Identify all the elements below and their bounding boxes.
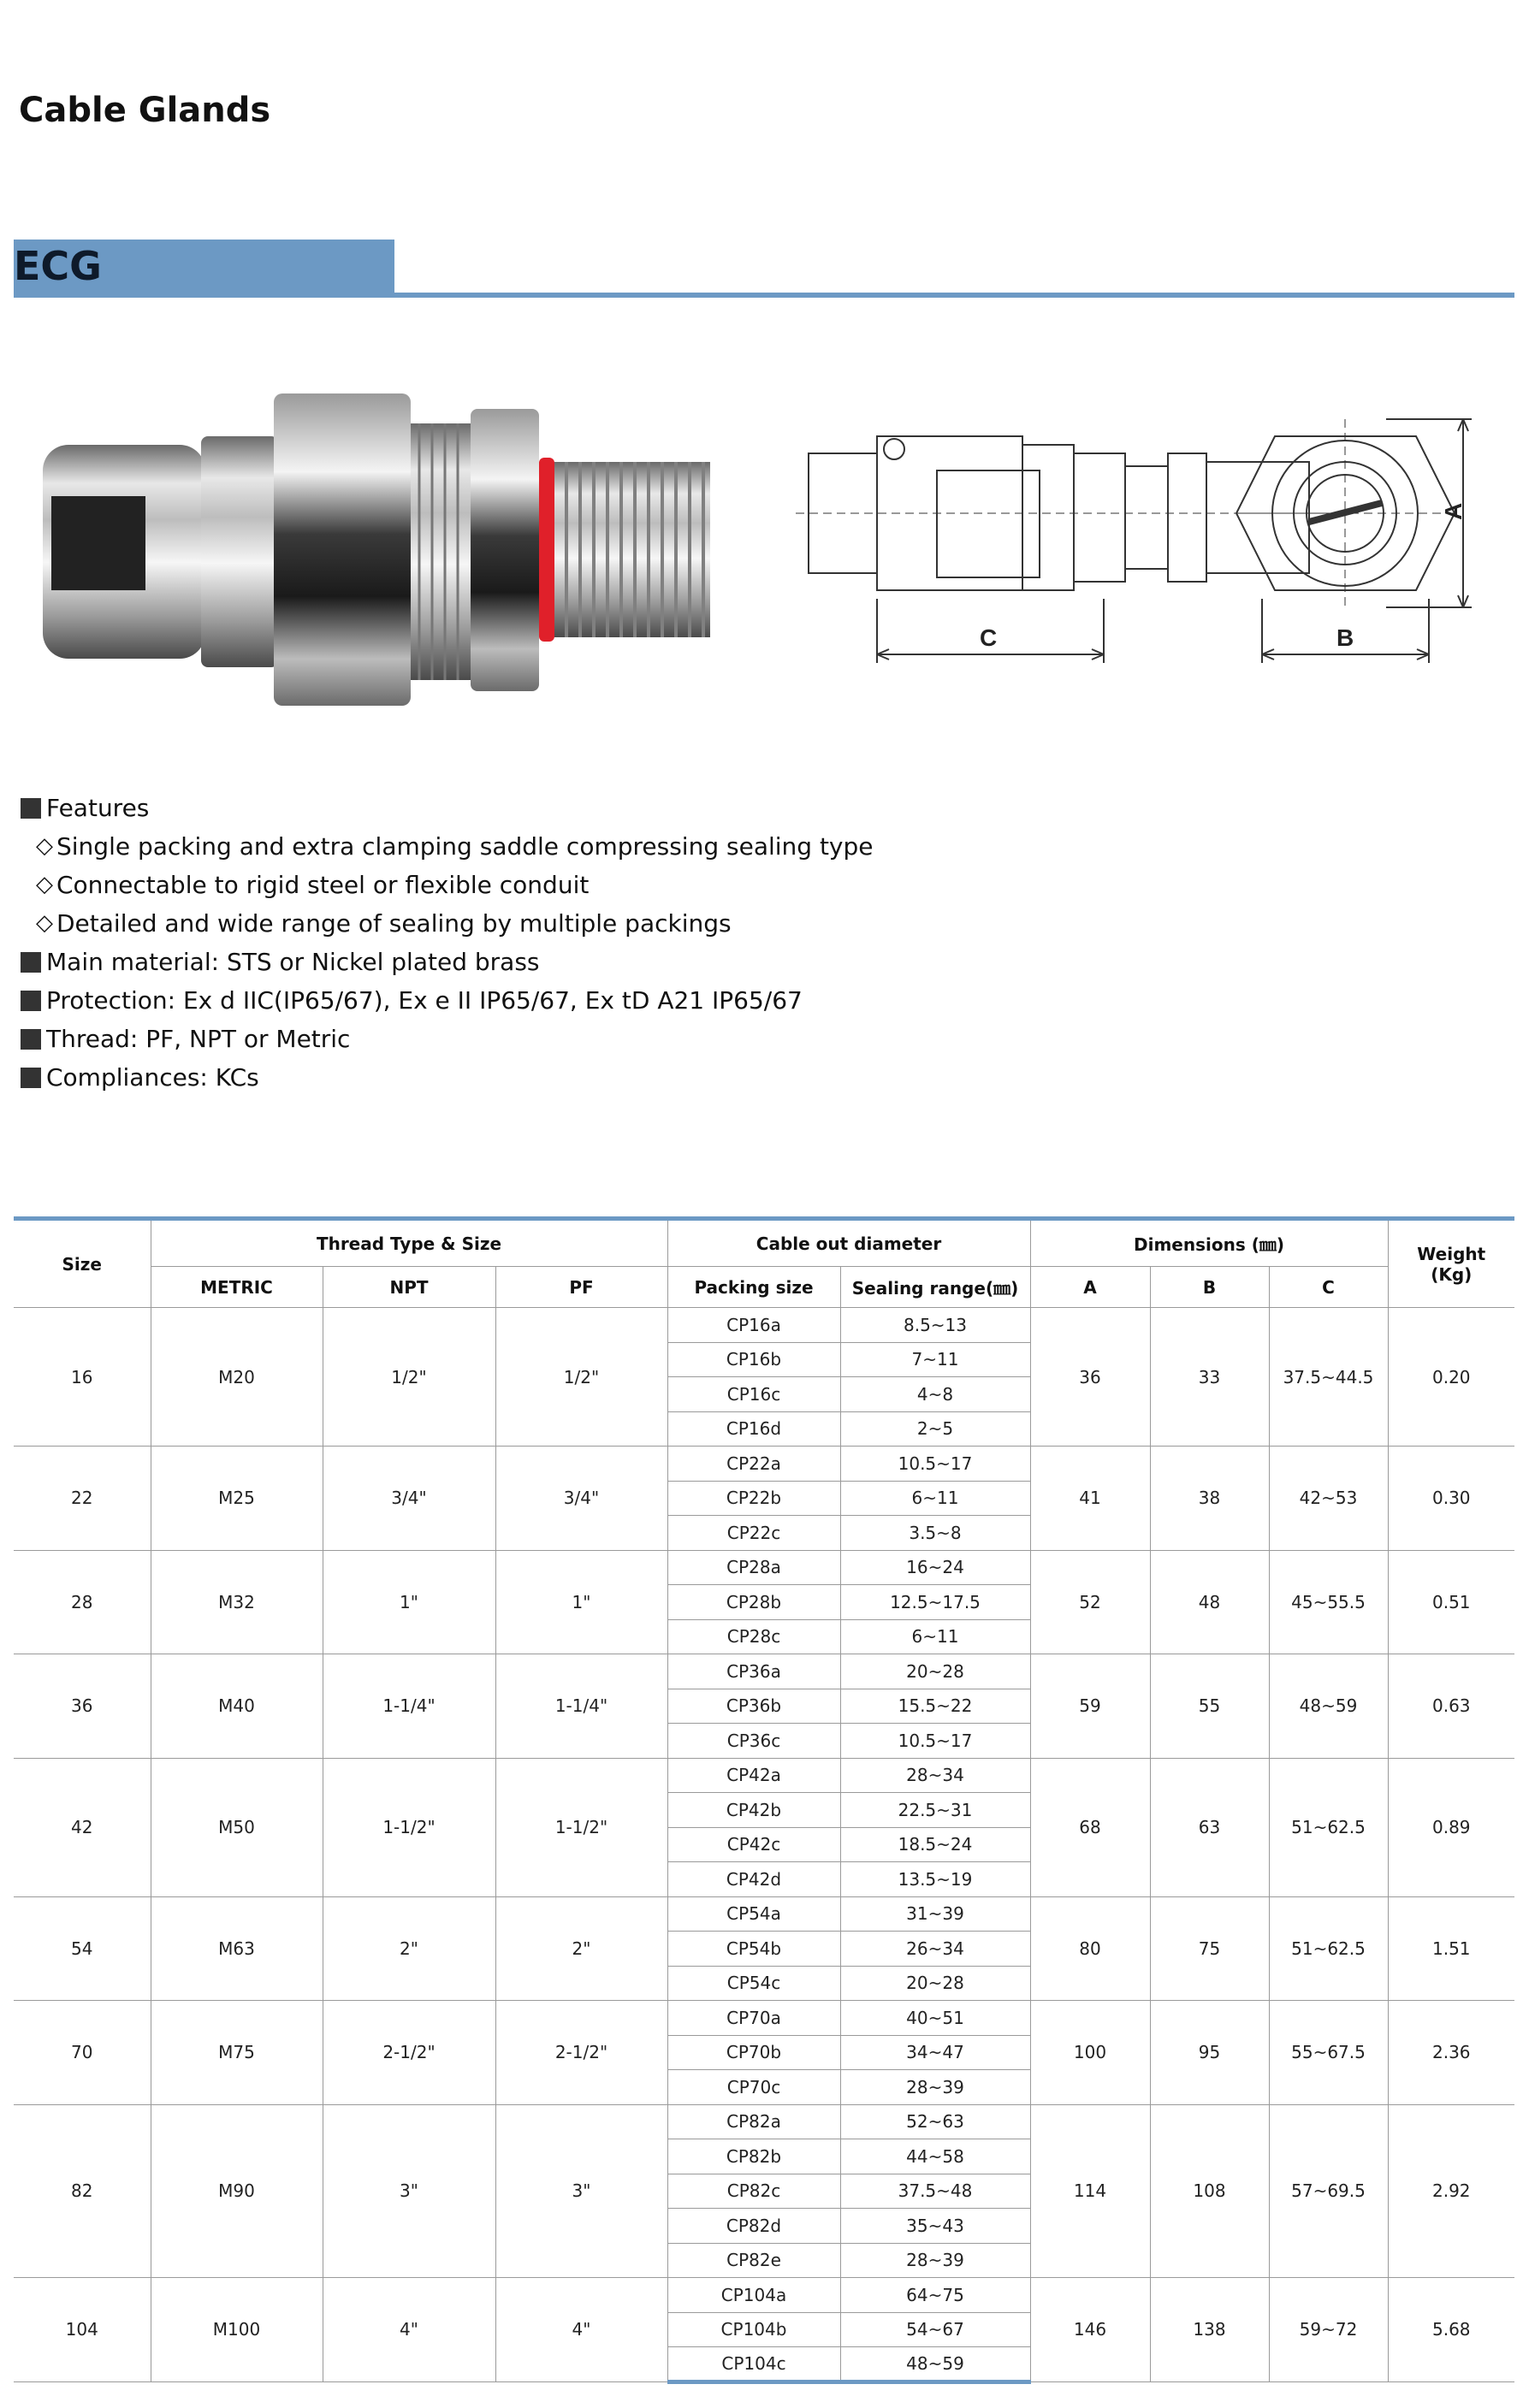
table-row: [14, 1896, 1514, 1932]
packing-cell: CP16c: [667, 1377, 840, 1412]
header-weight: Weight (Kg): [1388, 1219, 1514, 1308]
packing-cell: CP28a: [667, 1550, 840, 1585]
weight-cell: 2.36: [1388, 2001, 1514, 2105]
dim-c-cell: 42~53: [1269, 1447, 1388, 1551]
npt-cell: 3/4": [323, 1447, 495, 1551]
sealing-cell: 16~24: [840, 1550, 1030, 1585]
packing-cell: CP104b: [667, 2312, 840, 2347]
feature-item: [21, 1020, 874, 1058]
table-row: [14, 2001, 1514, 2036]
packing-cell: CP16a: [667, 1308, 840, 1343]
dim-b-cell: 108: [1150, 2104, 1269, 2278]
size-cell: 70: [14, 2001, 151, 2105]
square-bullet-icon: [21, 991, 41, 1011]
feature-text: Detailed and wide range of sealing by multiple packings: [56, 909, 732, 938]
packing-cell: CP70b: [667, 2035, 840, 2070]
dim-b-cell: 38: [1150, 1447, 1269, 1551]
header-pf: PF: [495, 1267, 667, 1308]
pf-cell: 1-1/4": [495, 1654, 667, 1759]
square-bullet-icon: [21, 952, 41, 973]
table-row: [14, 1550, 1514, 1585]
sealing-cell: 31~39: [840, 1896, 1030, 1932]
dim-b-cell: 55: [1150, 1654, 1269, 1759]
packing-cell: CP28c: [667, 1619, 840, 1654]
size-cell: 22: [14, 1447, 151, 1551]
pf-cell: 1": [495, 1550, 667, 1654]
table-row: [14, 2104, 1514, 2139]
sealing-cell: 20~28: [840, 1966, 1030, 2001]
metric-cell: M75: [151, 2001, 323, 2105]
dim-c-cell: 55~67.5: [1269, 2001, 1388, 2105]
sealing-cell: 18.5~24: [840, 1827, 1030, 1862]
metric-cell: M25: [151, 1447, 323, 1551]
metric-cell: M32: [151, 1550, 323, 1654]
header-c: C: [1269, 1267, 1388, 1308]
pf-cell: 3": [495, 2104, 667, 2278]
packing-cell: CP70a: [667, 2001, 840, 2036]
packing-cell: CP16b: [667, 1342, 840, 1377]
packing-cell: CP22a: [667, 1447, 840, 1482]
header-cable: Cable out diameter: [667, 1219, 1030, 1267]
metric-cell: M90: [151, 2104, 323, 2278]
sealing-cell: 26~34: [840, 1932, 1030, 1967]
dim-a-cell: 146: [1030, 2278, 1150, 2382]
sealing-cell: 64~75: [840, 2278, 1030, 2313]
weight-cell: 0.89: [1388, 1758, 1514, 1896]
packing-cell: CP36c: [667, 1724, 840, 1759]
size-cell: 104: [14, 2278, 151, 2382]
pf-cell: 1/2": [495, 1308, 667, 1447]
header-thread: Thread Type & Size: [151, 1219, 667, 1267]
feature-item: [21, 866, 874, 904]
header-dimensions: Dimensions (㎜): [1030, 1219, 1388, 1267]
table-row: [14, 1654, 1514, 1689]
header-a: A: [1030, 1267, 1150, 1308]
packing-cell: CP42b: [667, 1793, 840, 1828]
section-code: ECG: [14, 243, 102, 289]
weight-cell: 0.30: [1388, 1447, 1514, 1551]
size-cell: 54: [14, 1896, 151, 2001]
feature-item: [21, 904, 874, 943]
square-bullet-icon: [21, 1068, 41, 1088]
sealing-cell: 10.5~17: [840, 1724, 1030, 1759]
npt-cell: 1-1/4": [323, 1654, 495, 1759]
table-row: [14, 1308, 1514, 1343]
packing-cell: CP54a: [667, 1896, 840, 1932]
sealing-cell: 52~63: [840, 2104, 1030, 2139]
feature-text: Thread: PF, NPT or Metric: [46, 1025, 351, 1053]
npt-cell: 1": [323, 1550, 495, 1654]
sealing-cell: 6~11: [840, 1619, 1030, 1654]
packing-cell: CP16d: [667, 1411, 840, 1447]
dim-b-cell: 48: [1150, 1550, 1269, 1654]
feature-item: [21, 827, 874, 866]
sealing-cell: 7~11: [840, 1342, 1030, 1377]
dim-b-cell: 75: [1150, 1896, 1269, 2001]
page-title: Cable Glands: [19, 91, 271, 130]
product-photo: [43, 385, 710, 719]
packing-cell: CP82b: [667, 2139, 840, 2174]
diamond-bullet-icon: ◇: [36, 872, 53, 897]
packing-cell: CP82a: [667, 2104, 840, 2139]
sealing-cell: 35~43: [840, 2209, 1030, 2244]
dim-c-cell: 51~62.5: [1269, 1896, 1388, 2001]
header-npt: NPT: [323, 1267, 495, 1308]
sealing-cell: 37.5~48: [840, 2174, 1030, 2209]
npt-cell: 1/2": [323, 1308, 495, 1447]
dim-a-cell: 36: [1030, 1308, 1150, 1447]
sealing-cell: 48~59: [840, 2347, 1030, 2382]
sealing-cell: 13.5~19: [840, 1862, 1030, 1897]
dim-a-cell: 114: [1030, 2104, 1150, 2278]
dim-c-cell: 59~72: [1269, 2278, 1388, 2382]
sealing-cell: 3.5~8: [840, 1516, 1030, 1551]
sealing-cell: 12.5~17.5: [840, 1585, 1030, 1620]
feature-item: [21, 789, 874, 827]
feature-text: Features: [46, 794, 150, 822]
dim-c-cell: 51~62.5: [1269, 1758, 1388, 1896]
header-size: Size: [14, 1219, 151, 1308]
dimension-label-c: C: [980, 624, 998, 651]
sealing-cell: 2~5: [840, 1411, 1030, 1447]
sealing-cell: 54~67: [840, 2312, 1030, 2347]
metric-cell: M100: [151, 2278, 323, 2382]
pf-cell: 2": [495, 1896, 667, 2001]
header-sealing: Sealing range(㎜): [840, 1267, 1030, 1308]
feature-item: [21, 943, 874, 981]
metric-cell: M20: [151, 1308, 323, 1447]
square-bullet-icon: [21, 1029, 41, 1050]
weight-cell: 2.92: [1388, 2104, 1514, 2278]
feature-text: Compliances: KCs: [46, 1063, 259, 1092]
weight-cell: 0.51: [1388, 1550, 1514, 1654]
dim-c-cell: 45~55.5: [1269, 1550, 1388, 1654]
packing-cell: CP22c: [667, 1516, 840, 1551]
dim-a-cell: 52: [1030, 1550, 1150, 1654]
packing-cell: CP54b: [667, 1932, 840, 1967]
packing-cell: CP42a: [667, 1758, 840, 1793]
sealing-cell: 6~11: [840, 1481, 1030, 1516]
sealing-cell: 40~51: [840, 2001, 1030, 2036]
sealing-cell: 20~28: [840, 1654, 1030, 1689]
dim-b-cell: 95: [1150, 2001, 1269, 2105]
sealing-cell: 34~47: [840, 2035, 1030, 2070]
packing-cell: CP70c: [667, 2070, 840, 2105]
packing-cell: CP36a: [667, 1654, 840, 1689]
dim-a-cell: 100: [1030, 2001, 1150, 2105]
sealing-cell: 22.5~31: [840, 1793, 1030, 1828]
packing-cell: CP36b: [667, 1689, 840, 1724]
packing-cell: CP104a: [667, 2278, 840, 2313]
size-cell: 28: [14, 1550, 151, 1654]
packing-cell: CP82d: [667, 2209, 840, 2244]
weight-cell: 0.63: [1388, 1654, 1514, 1759]
pf-cell: 2-1/2": [495, 2001, 667, 2105]
npt-cell: 2-1/2": [323, 2001, 495, 2105]
sealing-cell: 28~34: [840, 1758, 1030, 1793]
size-cell: 16: [14, 1308, 151, 1447]
diamond-bullet-icon: ◇: [36, 910, 53, 936]
packing-cell: CP82c: [667, 2174, 840, 2209]
metric-cell: M50: [151, 1758, 323, 1896]
feature-item: [21, 981, 874, 1020]
packing-cell: CP104c: [667, 2347, 840, 2382]
npt-cell: 2": [323, 1896, 495, 2001]
pf-cell: 3/4": [495, 1447, 667, 1551]
sealing-cell: 4~8: [840, 1377, 1030, 1412]
square-bullet-icon: [21, 798, 41, 819]
dim-c-cell: 57~69.5: [1269, 2104, 1388, 2278]
dim-b-cell: 63: [1150, 1758, 1269, 1896]
pf-cell: 1-1/2": [495, 1758, 667, 1896]
packing-cell: CP28b: [667, 1585, 840, 1620]
dimension-label-a: A: [1440, 502, 1467, 520]
sealing-cell: 44~58: [840, 2139, 1030, 2174]
feature-text: Main material: STS or Nickel plated brass: [46, 948, 540, 976]
npt-cell: 4": [323, 2278, 495, 2382]
table-row: [14, 1758, 1514, 1793]
spec-table: [14, 1216, 1514, 2384]
feature-text: Single packing and extra clamping saddle compressing sealing type: [56, 832, 874, 861]
pf-cell: 4": [495, 2278, 667, 2382]
size-cell: 36: [14, 1654, 151, 1759]
diamond-bullet-icon: ◇: [36, 833, 53, 859]
dim-a-cell: 41: [1030, 1447, 1150, 1551]
dim-a-cell: 59: [1030, 1654, 1150, 1759]
sealing-cell: 15.5~22: [840, 1689, 1030, 1724]
feature-text: Connectable to rigid steel or flexible conduit: [56, 871, 590, 899]
dim-a-cell: 80: [1030, 1896, 1150, 2001]
packing-cell: CP82e: [667, 2243, 840, 2278]
features-list: [21, 789, 874, 1097]
feature-item: [21, 1058, 874, 1097]
sealing-cell: 8.5~13: [840, 1308, 1030, 1343]
header-packing: Packing size: [667, 1267, 840, 1308]
packing-cell: CP54c: [667, 1966, 840, 2001]
table-row: [14, 2278, 1514, 2313]
header-metric: METRIC: [151, 1267, 323, 1308]
header-b: B: [1150, 1267, 1269, 1308]
dim-a-cell: 68: [1030, 1758, 1150, 1896]
sealing-cell: 10.5~17: [840, 1447, 1030, 1482]
section-underline: [14, 293, 1514, 298]
weight-cell: 0.20: [1388, 1308, 1514, 1447]
dim-c-cell: 37.5~44.5: [1269, 1308, 1388, 1447]
dim-b-cell: 33: [1150, 1308, 1269, 1447]
size-cell: 82: [14, 2104, 151, 2278]
weight-cell: 5.68: [1388, 2278, 1514, 2382]
packing-cell: CP42d: [667, 1862, 840, 1897]
feature-text: Protection: Ex d IIC(IP65/67), Ex e II IP65/67, Ex tD A21 IP65/67: [46, 986, 803, 1015]
table-row: [14, 1447, 1514, 1482]
dim-b-cell: 138: [1150, 2278, 1269, 2382]
sealing-cell: 28~39: [840, 2243, 1030, 2278]
packing-cell: CP42c: [667, 1827, 840, 1862]
npt-cell: 3": [323, 2104, 495, 2278]
metric-cell: M63: [151, 1896, 323, 2001]
dimension-label-b: B: [1336, 624, 1354, 651]
metric-cell: M40: [151, 1654, 323, 1759]
dim-c-cell: 48~59: [1269, 1654, 1388, 1759]
dimension-drawing: [796, 402, 1506, 684]
sealing-cell: 28~39: [840, 2070, 1030, 2105]
weight-cell: 1.51: [1388, 1896, 1514, 2001]
packing-cell: CP22b: [667, 1481, 840, 1516]
npt-cell: 1-1/2": [323, 1758, 495, 1896]
size-cell: 42: [14, 1758, 151, 1896]
